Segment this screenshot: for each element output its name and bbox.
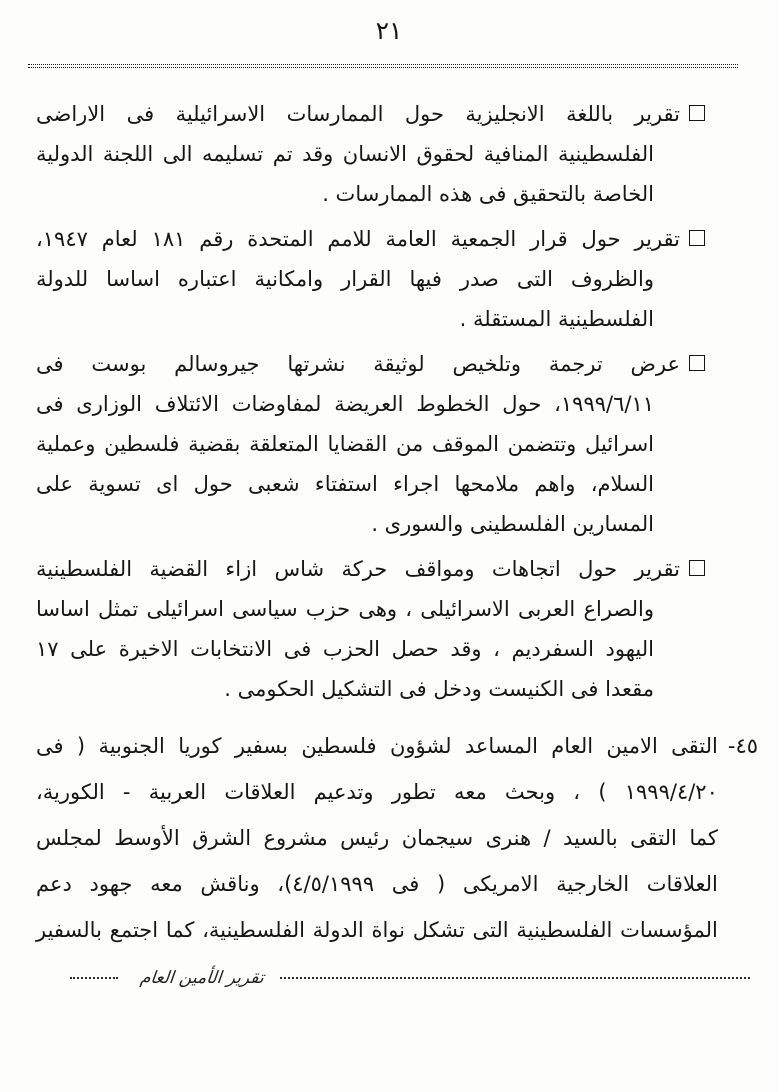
text-line: اسرائيل وتتضمن الموقف من القضايا المتعلقة بقضية فلسطين وعملية xyxy=(36,432,654,456)
bullet-list xyxy=(0,94,778,709)
bullet-text xyxy=(36,219,680,339)
paragraph-number: ٤٥- xyxy=(727,734,758,758)
footer-title: تقرير الأمين العام xyxy=(138,968,265,988)
bullet-text xyxy=(36,94,680,214)
bullet-item xyxy=(36,219,705,339)
text-line: ١٩٩٩/٤/٢٠ ) ، وبحث معه تطور وتدعيم العلاقات العربية - الكورية، xyxy=(36,780,718,804)
bullet-square-icon xyxy=(689,560,705,576)
page-content xyxy=(0,94,778,953)
header-rule xyxy=(28,64,738,68)
text-line: مقعدا فى الكنيست ودخل فى التشكيل الحكومى . xyxy=(224,677,654,701)
paragraph-text xyxy=(36,723,718,953)
bullet-square-icon xyxy=(689,230,705,246)
text-line: العلاقات الخارجية الامريكى ( فى ٤/٥/١٩٩٩)، وناقش معه جهود دعم xyxy=(36,872,718,896)
bullet-square-icon xyxy=(689,355,705,371)
bullet-text xyxy=(36,344,680,544)
text-line: تقرير حول قرار الجمعية العامة للامم المتحدة رقم ١٨١ لعام ١٩٤٧، xyxy=(36,227,680,251)
text-line: تقرير باللغة الانجليزية حول الممارسات الاسرائيلية فى الاراضى xyxy=(36,102,680,126)
text-line: السلام، واهم ملامحها اجراء استفتاء شعبى حول اى تسوية على xyxy=(36,472,654,496)
text-line: الفلسطينية المستقلة . xyxy=(459,307,654,331)
text-line: الخاصة بالتحقيق فى هذه الممارسات . xyxy=(322,182,654,206)
text-line: التقى الامين العام المساعد لشؤون فلسطين بسفير كوريا الجنوبية ( فى xyxy=(36,734,718,758)
bullet-item xyxy=(36,344,705,544)
text-line: ١٩٩٩/٦/١١، حول الخطوط العريضة لمفاوضات الائتلاف الوزارى فى xyxy=(36,392,654,416)
page-number: ٢١ xyxy=(375,16,403,45)
text-line: اليهود السفرديم ، وقد حصل الحزب فى الانتخابات الاخيرة على ١٧ xyxy=(36,637,654,661)
bullet-item xyxy=(36,94,705,214)
page-footer xyxy=(0,968,778,988)
text-line: والظروف التى صدر فيها القرار وامكانية اعتباره اساسا للدولة xyxy=(36,267,654,291)
text-line: تقرير حول اتجاهات ومواقف حركة شاس ازاء القضية الفلسطينية xyxy=(36,557,680,581)
text-line: والصراع العربى الاسرائيلى ، وهى حزب سياسى اسرائيلى تمثل اساسا xyxy=(36,597,654,621)
text-line: عرض ترجمة وتلخيص لوثيقة نشرتها جيروسالم بوست فى xyxy=(36,352,680,376)
text-line: الفلسطينية المنافية لحقوق الانسان وقد تم تسليمه الى اللجنة الدولية xyxy=(36,142,654,166)
text-line: المؤسسات الفلسطينية التى تشكل نواة الدولة الفلسطينية، كما اجتمع بالسفير xyxy=(36,918,718,942)
text-line: كما التقى بالسيد / هنرى سيجمان رئيس مشروع الشرق الأوسط لمجلس xyxy=(36,826,718,850)
text-line: المسارين الفلسطينى والسورى . xyxy=(371,512,654,536)
numbered-paragraph xyxy=(0,723,778,953)
bullet-text xyxy=(36,549,680,709)
bullet-square-icon xyxy=(689,105,705,121)
footer-dotted-rule-short xyxy=(70,977,118,979)
bullet-item xyxy=(36,549,705,709)
footer-dotted-rule-long xyxy=(280,977,750,979)
